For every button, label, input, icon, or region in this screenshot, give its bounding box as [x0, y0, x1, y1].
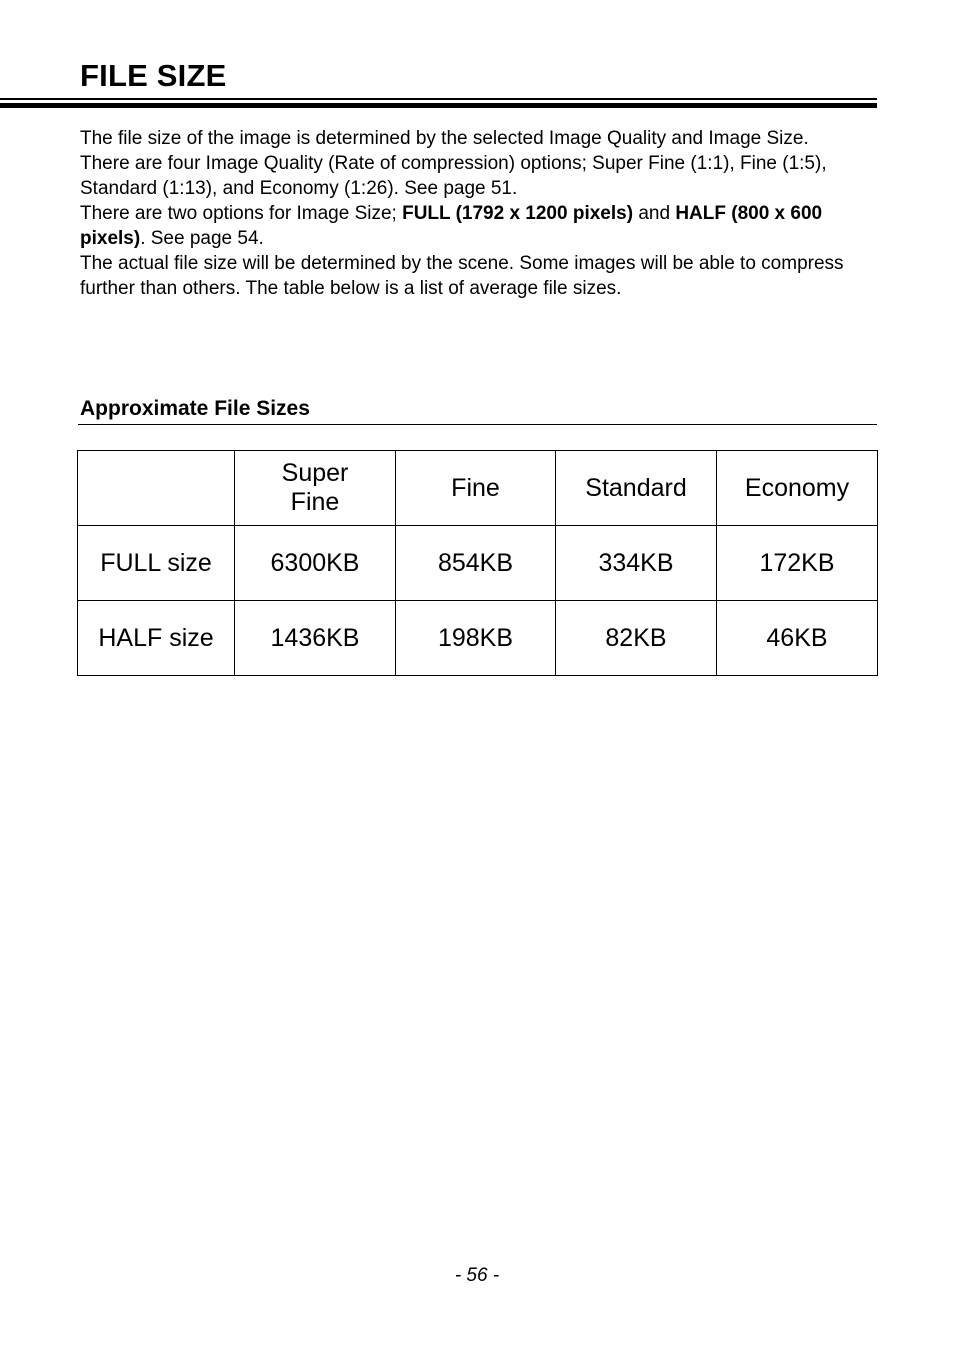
paragraph-actual-size: The actual file size will be determined by the scene. Some images will be able to compress further than others. The table below is a list of average file sizes.	[80, 253, 844, 299]
table-header-standard: Standard	[556, 451, 717, 526]
page-title: FILE SIZE	[80, 58, 227, 93]
size-options-and: and	[633, 203, 676, 224]
table-cell: 82KB	[556, 601, 717, 676]
full-size-spec: FULL (1792 x 1200 pixels)	[402, 203, 634, 224]
table-header-super-fine-label: Super Fine	[281, 459, 349, 516]
table-cell: 6300KB	[235, 526, 396, 601]
half-size-spec: HALF (800 x 600 pixels)	[80, 203, 823, 249]
paragraph-quality-options: There are four Image Quality (Rate of compression) options; Super Fine (1:1), Fine (1:5), Standard (1:13), and Economy (1:26). See page 51.	[80, 153, 827, 199]
table-header-fine: Fine	[396, 451, 556, 526]
paragraph-quality-size: The file size of the image is determined by the selected Image Quality and Image Size.	[80, 128, 809, 149]
title-rule-thin	[0, 98, 877, 100]
table-cell: 198KB	[396, 601, 556, 676]
table-row-label: FULL size	[78, 526, 235, 601]
paragraph-size-options	[80, 201, 880, 251]
table-row	[78, 526, 878, 601]
table-cell: 172KB	[717, 526, 878, 601]
section-heading: Approximate File Sizes	[80, 397, 310, 420]
table-header-empty	[78, 451, 235, 526]
intro-text	[80, 126, 880, 301]
file-size-table	[77, 450, 878, 676]
section-rule	[78, 424, 877, 425]
page-number: - 56 -	[454, 1265, 500, 1286]
table-cell: 854KB	[396, 526, 556, 601]
table-cell: 1436KB	[235, 601, 396, 676]
table-row-label: HALF size	[78, 601, 235, 676]
table-cell: 334KB	[556, 526, 717, 601]
table-cell: 46KB	[717, 601, 878, 676]
table-header-row	[78, 451, 878, 526]
table-header-super-fine	[235, 451, 396, 526]
table-header-economy: Economy	[717, 451, 878, 526]
table-row	[78, 601, 878, 676]
size-options-ref: . See page 54.	[140, 228, 264, 249]
size-options-intro: There are two options for Image Size;	[80, 203, 403, 224]
title-rule-thick	[0, 103, 877, 108]
